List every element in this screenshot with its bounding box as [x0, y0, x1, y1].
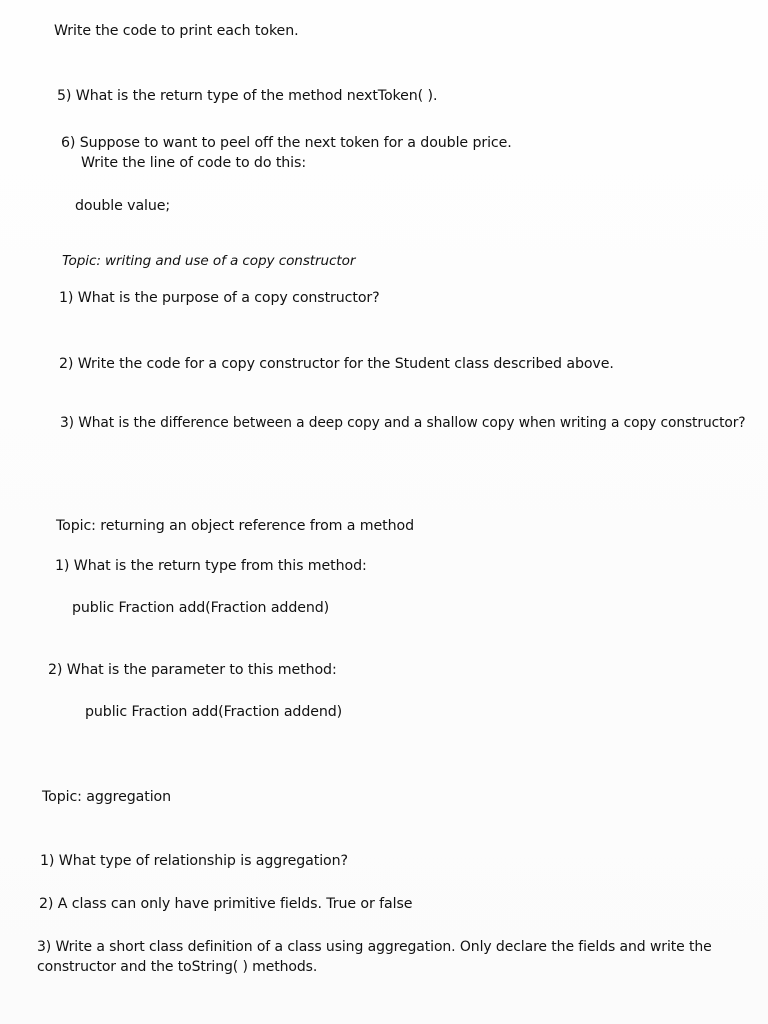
- question-method-parameter: 2) What is the parameter to this method:: [48, 662, 337, 678]
- intro-text: Write the code to print each token.: [54, 23, 299, 39]
- question-copy-constructor-purpose: 1) What is the purpose of a copy constructor?: [59, 290, 380, 306]
- code-fraction-add-2: public Fraction add(Fraction addend): [85, 704, 343, 720]
- question-aggregation-relationship: 1) What type of relationship is aggregation?: [40, 853, 348, 869]
- code-double-value: double value;: [75, 198, 171, 214]
- question-peel-token-instruction: Write the line of code to do this:: [81, 155, 306, 171]
- question-aggregation-class-definition-cont: constructor and the toString( ) methods.: [37, 959, 318, 975]
- topic-copy-constructor: Topic: writing and use of a copy constructor: [62, 253, 356, 269]
- question-copy-constructor-code: 2) Write the code for a copy constructor for the Student class described above.: [59, 356, 614, 372]
- question-deep-vs-shallow-copy: 3) What is the difference between a deep copy and a shallow copy when writing a copy constructor?: [60, 415, 746, 431]
- topic-aggregation: Topic: aggregation: [42, 789, 172, 805]
- question-return-type-method: 1) What is the return type from this method:: [55, 558, 367, 574]
- question-return-type-nexttoken: 5) What is the return type of the method nextToken( ).: [57, 88, 438, 104]
- question-peel-token: 6) Suppose to want to peel off the next token for a double price.: [61, 135, 512, 151]
- question-primitive-fields: 2) A class can only have primitive fields. True or false: [39, 896, 413, 912]
- code-fraction-add-1: public Fraction add(Fraction addend): [72, 600, 330, 616]
- topic-object-reference: Topic: returning an object reference from a method: [56, 518, 414, 534]
- question-aggregation-class-definition: 3) Write a short class definition of a class using aggregation. Only declare the fields and write the: [37, 939, 712, 955]
